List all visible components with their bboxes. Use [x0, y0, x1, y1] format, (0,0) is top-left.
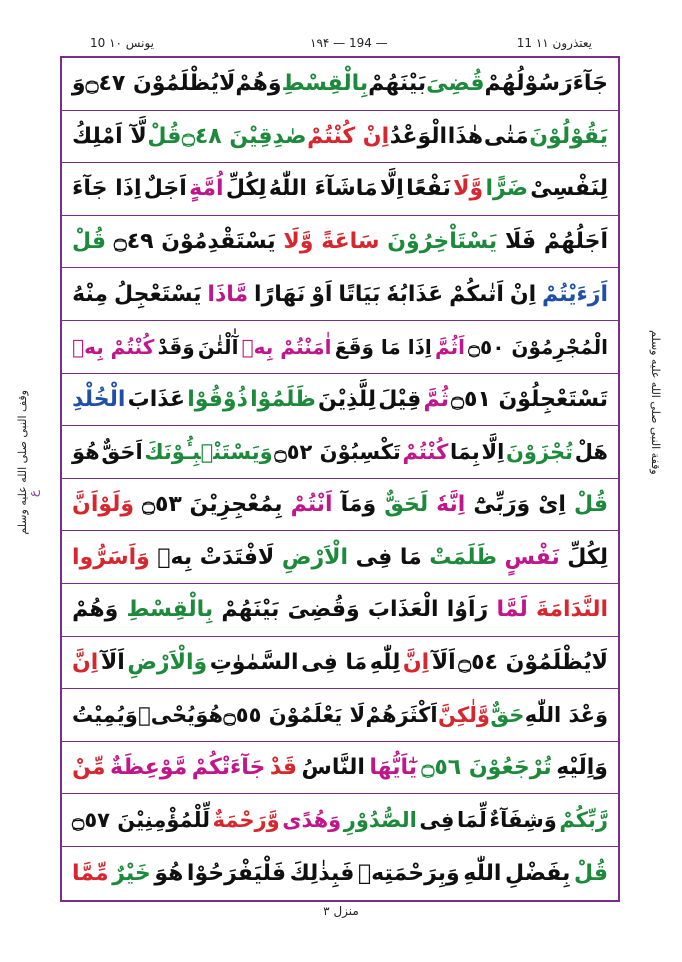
word: سَاعَةً	[321, 229, 380, 255]
word: وَهُمْ	[72, 597, 119, 623]
word: نَهَارًا	[254, 281, 306, 307]
word: اِنْ كُنْتُمْ	[307, 123, 390, 149]
word: فِى	[355, 544, 393, 570]
word: اَنْتُمْ	[290, 492, 333, 518]
word: بِمُعْجِزِيْنَ ۝٥٣	[142, 492, 283, 518]
word: بِالْقِسْطِ	[126, 597, 214, 623]
word: يٰٓاَيُّهَا	[369, 755, 417, 781]
word: نَفْسٍ	[504, 544, 560, 570]
word: وَلَوْاَنَّ	[72, 492, 135, 518]
word: لِكُلِّ	[567, 544, 608, 570]
word: مَا فِى	[301, 649, 368, 675]
word: مَّاذَا	[207, 281, 249, 307]
word: وَشِفَآءٌ	[489, 808, 557, 833]
word: تُرْجَعُوْنَ ۝٥٦	[421, 755, 552, 781]
verse-line	[62, 584, 618, 637]
verse-line	[62, 426, 618, 479]
word: هُوَ	[154, 860, 184, 886]
word: لَافْتَدَتْ	[199, 544, 275, 570]
word: تُجْزَوْنَ	[505, 439, 574, 464]
surah-header: 10 يونس ۱۰	[90, 36, 154, 50]
verse-line	[62, 321, 618, 374]
word: وَيُمِيْتُ	[72, 702, 138, 727]
word: الْخُلْدِ	[72, 386, 126, 412]
word: عَذَابَ	[127, 386, 186, 412]
word: بِهٖ	[157, 544, 193, 570]
word: لَا يَعْلَمُوْنَ ۝٥٥	[223, 702, 366, 727]
word: وَّلَا	[283, 229, 314, 255]
word: مِّمَّا	[72, 860, 109, 886]
word: اَتٰىكُمْ	[449, 281, 504, 307]
word: لِّمَا	[456, 808, 487, 833]
word: اَرَءَيْتُمْ	[542, 281, 608, 307]
word: صٰدِقِيْنَ ۝٤٨	[181, 123, 307, 149]
word: قُلْ	[573, 860, 608, 886]
word: بَيَاتًا	[338, 281, 381, 307]
word: هُوَ	[72, 439, 100, 464]
word: ذُوْقُوْا	[187, 386, 248, 412]
verse-line	[62, 847, 618, 900]
word: وَهُدًى	[282, 808, 342, 833]
word: النَّدَامَةَ	[536, 597, 608, 623]
word: جَآءَتْكُمْ	[191, 755, 266, 781]
word: وَاَسَرُّوا	[72, 544, 150, 570]
margin-note-right: وقفة النبى صلى الله عليه وسلم	[649, 330, 662, 475]
word: الْاَرْضِ	[281, 544, 349, 570]
word: لَايُظْلَمُوْنَ ۝٥٤	[458, 649, 608, 675]
word: اِلَّا	[481, 439, 505, 464]
word: وَاِلَيْهِ	[556, 755, 608, 781]
word: رَسُوْلُهُمْ	[484, 71, 573, 97]
word: اَحَقٌّ	[101, 439, 143, 464]
verse-line	[62, 111, 618, 164]
verse-line	[62, 689, 618, 742]
word: قُلْ	[147, 123, 182, 149]
word: اَلَآ	[100, 649, 125, 675]
word: هٰذَا	[447, 123, 484, 149]
word: وَيَسْتَنْۢبِـُٔوْنَكَ	[144, 439, 273, 464]
word: النَّاسُ	[301, 755, 365, 781]
word: وَّلٰكِنَّ	[437, 702, 490, 727]
page-number: ۱۹۴ — 194 —	[310, 36, 388, 50]
word: خَيْرٌ	[112, 860, 151, 886]
word: اِنَّ	[402, 649, 430, 675]
word: وَرَبِّىْٓ	[473, 492, 531, 518]
word: قَدْ	[269, 755, 297, 781]
word: اَلَآ	[431, 649, 456, 675]
word: اِنْ	[509, 281, 537, 307]
word: تَكْسِبُوْنَ ۝٥٢	[274, 439, 401, 464]
word: يَسْتَعْجِلُ	[113, 281, 202, 307]
word: الْعَذَابَ	[367, 597, 439, 623]
word: بَيْنَهُمْ	[221, 597, 280, 623]
word: لِكُلِّ	[225, 176, 267, 202]
word: جَآءَ	[572, 71, 608, 97]
word: مَّوْعِظَةٌ	[109, 755, 188, 781]
word: وَّرَحْمَةٌ	[212, 808, 280, 833]
verse-line	[62, 531, 618, 584]
word: بَيْنَهُمْ	[368, 71, 427, 97]
word: لِّلْمُؤْمِنِيْنَ ۝٥٧	[72, 808, 211, 833]
word: لَمَّا	[496, 597, 528, 623]
juz-header: 11 يعتذرون ۱۱	[516, 36, 592, 50]
word: اُمَّةٍ	[189, 176, 224, 202]
verse-line	[62, 216, 618, 269]
word: ثُمَّ	[423, 386, 449, 412]
word: فِى	[419, 808, 455, 833]
ruku-mark: ع	[26, 490, 40, 498]
word: مِنْهُ	[72, 281, 109, 307]
word: اَوْ	[311, 281, 333, 307]
word: اِلَّا	[379, 176, 404, 202]
word: ضَرًّا	[485, 176, 528, 202]
word: وَالْاَرْضِ	[127, 649, 208, 675]
verse-line	[62, 268, 618, 321]
word: رَّبِّكُمْ	[559, 808, 608, 833]
word: حَقٌّ	[490, 702, 525, 727]
word: لَّآ اَمْلِكُ	[72, 123, 147, 149]
verse-line	[62, 794, 618, 847]
word: كُنْتُمْ بِهٖ	[72, 334, 155, 359]
word: وَبِرَحْمَتِهٖ	[357, 860, 460, 886]
word: تَسْتَعْجِلُوْنَ ۝٥١	[451, 386, 608, 412]
word: قُضِىَ	[426, 71, 485, 97]
word: وَقُضِىَ	[287, 597, 360, 623]
word: اٰمَنْتُمْ بِهٖ	[241, 334, 332, 359]
verse-line	[62, 58, 618, 111]
manzil-footer: منزل ٣	[323, 904, 359, 918]
word: اِذَا جَآءَ	[72, 176, 142, 202]
word: الصُّدُوْرِ	[343, 808, 417, 833]
page-header	[90, 34, 592, 54]
word: آٰلْئٰنَ	[197, 334, 239, 359]
word: فَلَا	[504, 229, 537, 255]
word: الْمُجْرِمُوْنَ ۝٥٠	[468, 334, 608, 359]
word: لِلَّذِيْنَ	[318, 386, 377, 412]
word: مَاشَآءَ اللّٰهُ	[268, 176, 378, 202]
verse-line	[62, 163, 618, 216]
verse-line	[62, 479, 618, 532]
word: رَاَوُا	[446, 597, 489, 623]
word: اَكْثَرَهُمْ	[365, 702, 438, 727]
quran-text-frame	[60, 56, 620, 902]
word: فَلْيَفْرَحُوْا	[186, 860, 286, 886]
word: عَذَابُهٗ	[386, 281, 444, 307]
word: اَثُمَّ	[434, 334, 466, 359]
word: لِنَفْسِىْ	[530, 176, 608, 202]
verse-line	[62, 374, 618, 427]
word: هَلْ	[574, 439, 608, 464]
word: مِّنْ	[72, 755, 106, 781]
word: قُلْ	[573, 492, 608, 518]
word: يَسْتَقْدِمُوْنَ ۝٤٩	[113, 229, 276, 255]
word: لَحَقٌّ	[384, 492, 429, 518]
word: الْوَعْدُ	[389, 123, 448, 149]
word: وَهُمْ	[235, 71, 282, 97]
word: قِيْلَ	[378, 386, 422, 412]
word: وَّلَا	[453, 176, 484, 202]
word: السَّمٰوٰتِ	[209, 649, 299, 675]
verse-line	[62, 637, 618, 690]
word: مَتٰى	[483, 123, 529, 149]
word: وَعْدَ اللّٰهِ	[524, 702, 608, 727]
word: وَمَآ	[340, 492, 377, 518]
word: يَسْتَاْخِرُوْنَ	[387, 229, 498, 255]
word: فَبِذٰلِكَ	[289, 860, 355, 886]
word: يُحْىٖ	[138, 702, 196, 727]
verse-line	[62, 742, 618, 795]
word: اِنَّ	[72, 649, 99, 675]
word: مَا	[399, 544, 422, 570]
word: لِلّٰهِ	[369, 649, 401, 675]
word: ظَلَمَتْ	[429, 544, 497, 570]
word: ظَلَمُوْا	[250, 386, 316, 412]
word: بِالْقِسْطِ	[281, 71, 369, 97]
word: كُنْتُمْ	[402, 439, 449, 464]
word: اَجَلٌ	[143, 176, 187, 202]
word: يَقُوْلُوْنَ	[529, 123, 608, 149]
word: اِىْ	[538, 492, 566, 518]
word: اِذَا مَا وَقَعَ	[334, 334, 432, 359]
word: بِمَا	[449, 439, 480, 464]
margin-note-left: وقف النبى صلى الله عليه وسلم	[16, 390, 29, 535]
word: وَ	[71, 71, 86, 97]
word: قُلْ	[72, 229, 107, 255]
word: اَجَلُهُمْ	[543, 229, 608, 255]
word: اِنَّهٗ	[436, 492, 466, 518]
word: بِفَضْلِ	[504, 860, 571, 886]
word: لَايُظْلَمُوْنَ ۝٤٧	[85, 71, 236, 97]
word: هُوَ	[195, 702, 224, 727]
word: نَفْعًا	[406, 176, 451, 202]
word: اللّٰهِ	[463, 860, 502, 886]
word: وَقَدْ	[157, 334, 195, 359]
